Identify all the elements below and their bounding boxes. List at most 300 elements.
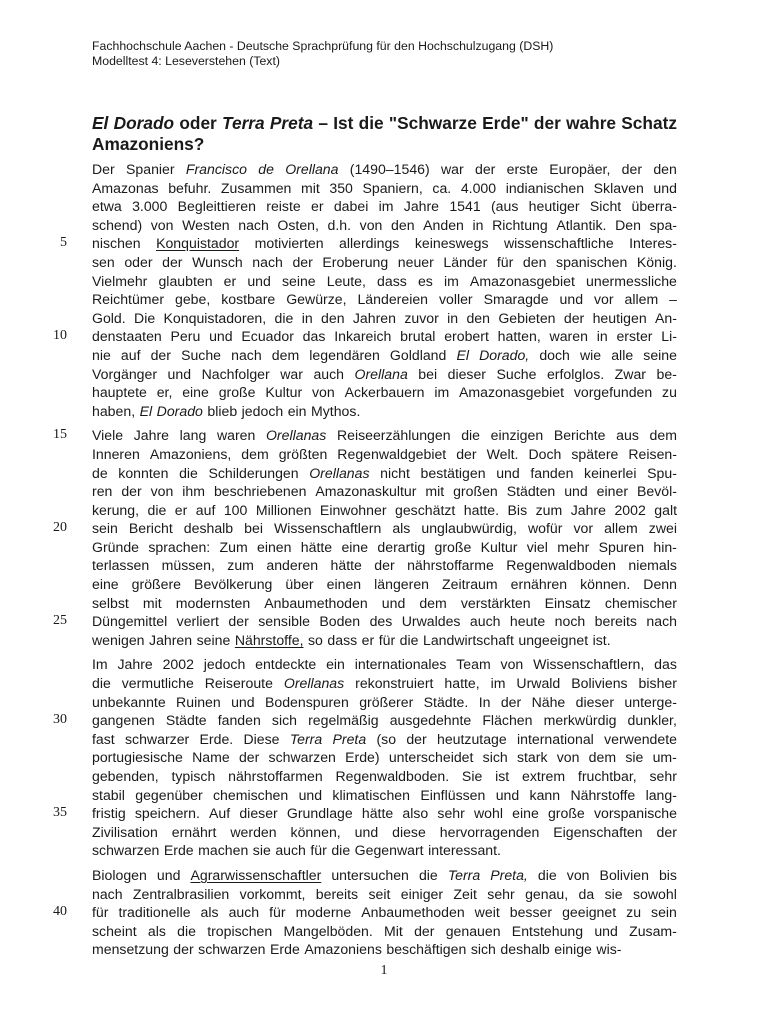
word: Name [192,749,230,766]
text-line [92,922,677,941]
word: Zivilisation [92,823,158,840]
word: den [466,309,490,326]
word: spa- [649,216,677,233]
text-line [92,464,677,483]
word: stabil [92,786,125,803]
word: zu [626,904,642,921]
text-line [92,885,677,904]
word: Schilderungen [208,464,299,481]
word: terlassen [92,557,150,574]
word: 100 [223,501,248,518]
page-number: 1 [380,963,388,978]
text-line [92,383,677,402]
word: Vorgänger [92,365,158,382]
word: An- [655,309,677,326]
word: nicht [380,464,410,481]
word: und [231,693,255,710]
word: Erde) [345,749,380,766]
word: und [564,483,588,500]
word: speichern. [134,805,200,822]
word: ein [326,656,345,673]
word: dieser [239,805,278,822]
word: Agrarwissenschaftler [190,866,322,883]
text-line [92,290,677,309]
word: (aus [490,198,519,215]
word: selbst [92,594,129,611]
text-line [60,234,677,253]
word: Regenwaldgebiet [337,445,447,462]
word: als [147,922,166,939]
word: Sie [461,768,483,784]
word: Erde [163,842,194,859]
word: Team [456,656,491,673]
word: ungeeignet [518,631,589,648]
word: Zeitraum [442,576,498,593]
word: zu [662,384,677,401]
word: Erde [270,941,300,958]
text-line [92,179,677,198]
word: Die [134,309,156,326]
word: unterge- [624,693,677,710]
word: Jahre [133,427,169,444]
word: befuhr. [168,179,212,196]
word: 2002 [614,501,646,518]
word: vor [593,291,614,308]
word: kostbare [221,291,276,308]
text-line [92,841,677,860]
word: Leute, [326,272,366,289]
word: Den [615,216,641,233]
word: Eigenschaften [553,823,643,840]
word: vermutliche [121,675,194,692]
word: dass [327,631,358,648]
word: bei [244,520,263,537]
word: schwarzen [268,749,336,766]
word: 350 [329,179,353,196]
word: vorspanische [593,805,677,822]
word: lang- [645,786,677,803]
word: sehr [649,768,677,784]
word: hervorragenden [439,823,540,840]
text-line [92,216,677,235]
word: in [472,216,484,233]
word: erfolglos. [546,365,605,382]
word: Li- [661,328,677,345]
word: auch [275,842,306,859]
word: in [596,328,608,345]
word: dem [419,594,447,611]
word: das [302,328,326,345]
word: oder [124,253,153,270]
word: der [162,253,183,270]
word: die [418,866,438,883]
word: mit [300,179,320,196]
word: seine [281,272,316,289]
word: nach [231,346,262,363]
word: zwei [648,520,677,537]
word: mehr [557,538,590,555]
word: Jahre [117,656,153,673]
word: im [490,675,506,692]
word: großen [453,483,498,500]
word: auch [313,365,345,382]
word: Ackerbauern [344,384,425,401]
word: voller [438,291,473,308]
word: Länder [443,253,488,270]
article-body [53,160,677,959]
word: sie [604,885,623,902]
word: noch [554,613,586,630]
word: Flächen [482,712,533,729]
word: Terra [447,866,481,883]
word: international [517,730,594,747]
text-line [92,767,677,786]
word: von [150,216,174,233]
text-line [53,804,677,823]
title-el-dorado: El Dorado [92,113,175,133]
word: bisher [638,675,677,692]
word: werden [230,823,277,840]
word: regelmäßig [308,712,379,729]
word: seine [643,346,677,363]
word: Einwohner [319,501,387,518]
word: Ruinen [176,693,221,710]
word: und [559,291,584,308]
word: wissenschaftliche [503,235,614,252]
word: die [399,631,419,648]
word: Amazonaskultur [315,483,417,500]
word: Inkareich [334,328,392,345]
word: de [92,464,108,481]
header-institution: Fachhochschule Aachen - Deutsche Sprachprüfung für den Hochschulzugang (DSH) [92,39,554,53]
word: Amazoniens [304,941,382,958]
line-number: 40 [53,904,67,920]
word: die [537,866,557,883]
word: also [402,805,429,822]
word: Zeit [453,885,477,902]
word: sowohl [632,885,677,902]
word: hatte, [444,675,480,692]
word: in [447,309,459,326]
word: gangenen [92,712,155,729]
word: längeren [374,576,430,593]
word: Mythos. [311,402,361,419]
word: untersuchen [331,866,409,883]
word: einzigen [490,427,544,444]
word: besser [509,904,553,921]
word: legendären [309,346,380,363]
word: konnten [118,464,169,481]
word: der [121,483,142,500]
word: und [496,464,520,481]
word: der [500,693,522,710]
word: spätere [571,445,619,462]
word: blieb [207,402,238,419]
word: Suche [496,365,537,382]
word: einige [554,941,592,958]
word: eine [92,576,119,593]
word: (so [376,730,397,747]
text-line [92,786,677,805]
word: Zusammen [220,179,292,196]
word: können. [580,576,631,593]
word: der [456,445,477,462]
word: der [621,161,643,177]
header-subtitle: Modelltest 4: Leseverstehen (Text) [92,54,280,68]
word: ausgedehnte [389,712,472,729]
word: Diese [243,730,280,747]
word: der [238,749,260,766]
word: sie [252,842,271,859]
word: und [381,594,406,611]
word: der [563,309,585,326]
text-line [92,748,677,767]
word: im [378,198,394,215]
word: dabei [333,198,369,215]
word: Wissenschaftlern, [533,656,645,673]
word: eine [512,805,539,822]
word: erobert [444,328,489,345]
word: der [414,922,435,939]
word: ihm [182,483,206,500]
word: schwarzen [198,941,266,958]
word: einen [257,538,292,555]
word: der [228,613,249,630]
word: niemals [628,557,677,574]
word: Spuren [598,538,645,555]
word: Regenwaldboden [506,557,616,574]
word: Goldland [389,346,447,363]
text-line [92,346,677,365]
word: Sicht [589,198,622,215]
word: nährstoffarme [407,557,494,574]
word: Peru [170,328,201,345]
word: den [522,253,547,270]
word: fast [92,730,115,747]
word: Dorado [156,402,203,419]
word: von [359,216,383,233]
word: können, [290,823,341,840]
paragraph [53,866,677,959]
word: neuer [397,253,434,270]
word: Einflüssen [420,786,486,803]
word: des [369,613,393,630]
word: Amazoniens, [149,445,232,462]
word: auch [228,904,260,921]
word: d.h. [327,216,352,233]
word: gebe, [175,291,211,308]
word: sen [92,253,115,270]
title-connector: oder [174,113,223,133]
word: Atlantik. [556,216,607,233]
word: Einsatz [544,594,591,611]
word: für [92,904,109,921]
word: Nährstoffe, [234,631,304,648]
word: merkwürdig [543,712,617,729]
line-number: 30 [53,712,67,728]
word: ist [495,768,510,784]
word: Reichtümer [92,291,165,308]
word: der [150,346,171,363]
word: nach [646,613,677,630]
word: Auf [209,805,231,822]
word: Städte. [423,693,469,710]
word: ca. [432,179,452,196]
word: und [653,179,677,196]
title-terra-preta: Terra Preta [222,113,314,133]
word: und [298,786,323,803]
text-line [92,655,677,674]
word: bestätigen [420,464,486,481]
word: sich [470,941,496,958]
word: machen [198,842,249,859]
word: unglaubwürdig, [421,520,517,537]
word: Nährstoffe [570,786,636,803]
word: anderen [266,557,319,574]
word: Zum [219,538,248,555]
word: einiger [400,885,444,902]
word: Erde. [199,730,234,747]
word: den [391,216,415,233]
word: sehr [487,885,515,902]
word: Jahre [403,198,440,215]
word: hauptete [92,384,147,401]
word: El [139,402,153,419]
word: Welt. [486,445,519,462]
word: allem [624,291,659,308]
word: größerer [359,693,414,710]
word: Jahren [352,309,396,326]
word: Bolivien [599,866,649,883]
word: wofür [527,520,563,537]
text-line [92,693,677,712]
word: jedoch [241,402,284,419]
word: und [354,823,379,840]
word: bis [658,866,677,883]
word: den [653,161,677,177]
word: von [500,656,524,673]
word: für [310,842,327,859]
word: auch [469,613,501,630]
word: Gegenwart [354,842,424,859]
word: modernsten [175,594,251,611]
word: chemischer [604,594,677,611]
word: fristig [92,805,126,822]
word: Im [92,656,108,673]
word: haben, [92,402,136,419]
paragraph [53,160,677,420]
word: indianischen [505,179,585,196]
word: hin- [653,538,677,555]
word: der [656,823,677,840]
word: verwendete [604,730,677,747]
word: Reiseerzählungen [336,427,451,444]
word: Anbaumethoden [264,594,368,611]
word: dem [649,427,677,444]
word: Sklaven [593,179,644,196]
word: sehr [437,805,465,822]
word: Kultur [265,384,303,401]
paragraph [53,426,677,649]
word: Urwald [516,675,561,692]
word: heutiger [528,198,580,215]
word: und [156,866,181,883]
word: Reisen- [628,445,677,462]
word: zuvor [404,309,439,326]
word: Kultur [480,538,518,555]
word: Bevöl- [636,483,677,500]
word: große [434,538,472,555]
word: Mit [384,922,403,939]
word: und [209,328,233,345]
word: Millionen [255,501,312,518]
word: nach [238,216,269,233]
word: Der [92,161,115,177]
word: alle [611,346,634,363]
word: eine [341,538,369,555]
word: war [440,161,464,177]
text-line [92,556,677,575]
word: portugiesische [92,749,183,766]
word: Gold. [92,309,126,326]
word: Konquistadoren, [163,309,267,326]
word: für [378,631,396,648]
word: deshalb [500,941,550,958]
word: Orellana [354,365,408,382]
word: und [247,272,271,289]
word: Entstehung [511,922,584,939]
word: heutzutage [436,730,507,747]
word: wenigen [92,631,145,648]
word: etwa [92,198,122,215]
word: Ecuador [241,328,294,345]
text-line [53,903,677,922]
word: die [461,427,481,444]
word: für [269,904,286,921]
text-line [92,538,677,557]
text-line [92,674,677,693]
word: Orellana [285,161,339,177]
word: Spanier [126,161,175,177]
word: Landwirtschaft [422,631,514,648]
word: wohl [473,805,503,822]
word: fanden [217,712,261,729]
word: schwarzen [92,842,160,859]
word: Orellanas [265,427,327,444]
word: Bis [507,501,528,518]
word: vorkommt, [239,885,306,902]
word: beschriebenen [213,483,307,500]
word: extrem [522,768,566,784]
word: kerung, [92,501,140,518]
word: beschäftigen [386,941,467,958]
text-line [92,197,677,216]
word: galt [654,501,677,518]
word: der [292,253,313,270]
word: Urwaldes [401,613,461,630]
word: sensible [258,613,310,630]
word: wis- [596,941,622,958]
word: Suche [181,346,222,363]
word: Konquistador [156,235,240,252]
word: im [434,384,450,401]
word: überra- [631,198,677,215]
word: reiste [266,198,301,215]
article-title [92,113,677,155]
word: bereits [315,885,359,902]
word: und [167,365,192,382]
word: bereits [594,613,637,630]
